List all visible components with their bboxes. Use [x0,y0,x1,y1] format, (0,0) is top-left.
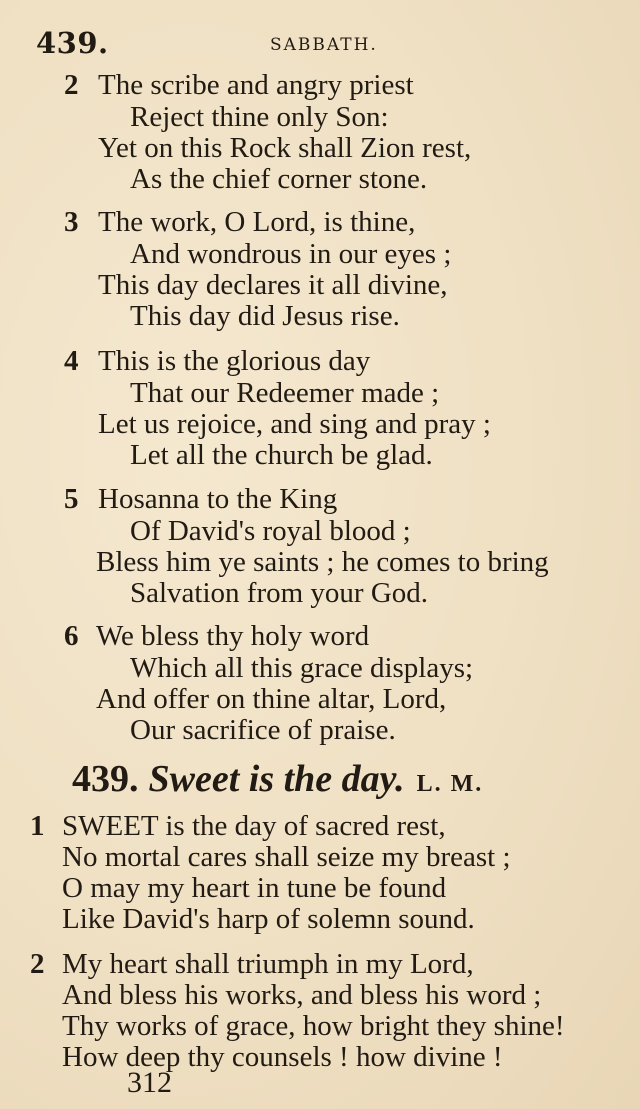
verse-number: 5 [64,483,79,515]
hymn-title: Sweet is the day. [148,758,405,800]
verse-line: Of David's royal blood ; [130,515,411,547]
verse-line: My heart shall triumph in my Lord, [62,948,474,980]
verse-number: 2 [30,948,45,980]
verse-line: And bless his works, and bless his word ; [62,979,542,1011]
verse-line: Salvation from your God. [130,577,429,609]
verse-line: Reject thine only Son: [130,101,389,133]
verse-line: The work, O Lord, is thine, [98,206,416,238]
verse-line: This is the glorious day [98,345,371,377]
verse-line: This day declares it all divine, [98,269,448,301]
hymn-meter: L. M. [416,771,484,797]
verse-line: We bless thy holy word [96,620,370,652]
verse-line: That our Redeemer made ; [130,377,440,409]
verse-line: Let us rejoice, and sing and pray ; [98,408,491,440]
verse-number: 1 [30,810,45,842]
verse-line: And wondrous in our eyes ; [130,238,452,270]
hymn-heading [72,757,483,801]
verse-line: Thy works of grace, how bright they shine! [62,1010,565,1042]
footer-page-number: 312 [127,1066,172,1099]
verse-line: Our sacrifice of praise. [130,714,396,746]
verse-line: SWEET is the day of sacred rest, [62,810,446,842]
verse-line: No mortal cares shall seize my breast ; [62,841,511,873]
header-hymn-number: 439. [36,26,109,60]
verse-line: The scribe and angry priest [98,69,414,101]
running-title: SABBATH. [270,35,378,55]
verse-line: How deep thy counsels ! how divine ! [62,1041,503,1073]
verse-line: This day did Jesus rise. [130,300,400,332]
verse-number: 4 [64,345,79,377]
verse-line: Let all the church be glad. [130,439,433,471]
verse-line: Which all this grace displays; [130,652,474,684]
verse-line: And offer on thine altar, Lord, [96,683,447,715]
verse-number: 6 [64,620,79,652]
verse-line: Like David's harp of solemn sound. [62,903,475,935]
verse-line: Hosanna to the King [98,483,338,515]
verse-number: 3 [64,206,79,238]
verse-line: Bless him ye saints ; he comes to bring [96,546,549,578]
verse-line: As the chief corner stone. [130,163,428,195]
hymn-number: 439. [72,758,139,800]
verse-line: O may my heart in tune be found [62,872,447,904]
verse-line: Yet on this Rock shall Zion rest, [98,132,472,164]
verse-number: 2 [64,69,79,101]
